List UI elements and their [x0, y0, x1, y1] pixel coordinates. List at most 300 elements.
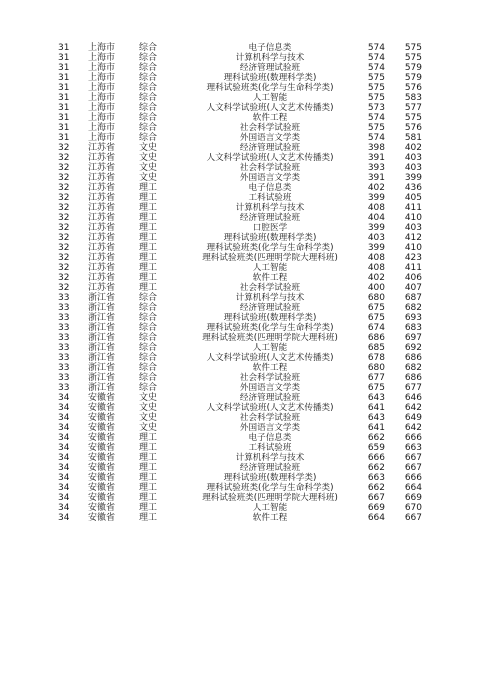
- lowest-score-cell: 408: [367, 253, 385, 263]
- province-code-cell: 34: [58, 433, 70, 443]
- subject-type-cell: 综合: [139, 133, 158, 143]
- province-name-cell: 浙江省: [88, 293, 116, 303]
- province-name-cell: 江苏省: [88, 203, 116, 213]
- subject-type-cell: 理工: [139, 273, 158, 283]
- province-code-cell: 33: [58, 313, 70, 323]
- table-row: [0, 53, 500, 63]
- province-code-cell: 31: [58, 103, 70, 113]
- highest-score-cell: 412: [404, 233, 422, 243]
- province-name-cell: 浙江省: [88, 303, 116, 313]
- province-code-cell: 31: [58, 53, 70, 63]
- province-name-cell: 江苏省: [88, 193, 116, 203]
- table-row: [0, 93, 500, 103]
- province-code-cell: 33: [58, 373, 70, 383]
- major-name-cell: 工科试验班: [248, 443, 292, 453]
- table-row: [0, 413, 500, 423]
- major-name-cell: 理科试验班类(匹理明学院大理科班): [202, 493, 338, 503]
- province-name-cell: 江苏省: [88, 233, 116, 243]
- province-code-cell: 34: [58, 513, 70, 523]
- lowest-score-cell: 669: [367, 503, 385, 513]
- subject-type-cell: 综合: [139, 63, 158, 73]
- subject-type-cell: 理工: [139, 283, 158, 293]
- highest-score-cell: 411: [404, 263, 422, 273]
- table-row: [0, 333, 500, 343]
- highest-score-cell: 399: [404, 173, 422, 183]
- subject-type-cell: 综合: [139, 103, 158, 113]
- province-name-cell: 江苏省: [88, 263, 116, 273]
- highest-score-cell: 692: [404, 343, 422, 353]
- subject-type-cell: 理工: [139, 493, 158, 503]
- major-name-cell: 人文科学试验班(人文艺术传播类): [206, 403, 334, 413]
- province-name-cell: 上海市: [88, 73, 116, 83]
- highest-score-cell: 686: [404, 353, 422, 363]
- table-row: [0, 283, 500, 293]
- table-row: [0, 203, 500, 213]
- subject-type-cell: 文史: [139, 423, 158, 433]
- province-code-cell: 34: [58, 493, 70, 503]
- subject-type-cell: 综合: [139, 333, 158, 343]
- table-row: [0, 383, 500, 393]
- province-name-cell: 安徽省: [88, 463, 116, 473]
- province-code-cell: 34: [58, 423, 70, 433]
- province-name-cell: 上海市: [88, 133, 116, 143]
- highest-score-cell: 667: [404, 463, 422, 473]
- province-name-cell: 浙江省: [88, 323, 116, 333]
- province-name-cell: 江苏省: [88, 253, 116, 263]
- subject-type-cell: 理工: [139, 223, 158, 233]
- province-code-cell: 32: [58, 283, 70, 293]
- highest-score-cell: 402: [404, 143, 422, 153]
- province-name-cell: 安徽省: [88, 513, 116, 523]
- major-name-cell: 经济管理试验班: [239, 143, 301, 153]
- province-name-cell: 安徽省: [88, 483, 116, 493]
- lowest-score-cell: 662: [367, 433, 385, 443]
- subject-type-cell: 理工: [139, 433, 158, 443]
- lowest-score-cell: 662: [367, 483, 385, 493]
- province-code-cell: 32: [58, 213, 70, 223]
- highest-score-cell: 436: [404, 183, 422, 193]
- table-row: [0, 163, 500, 173]
- lowest-score-cell: 393: [367, 163, 385, 173]
- table-row: [0, 243, 500, 253]
- highest-score-cell: 410: [404, 213, 422, 223]
- subject-type-cell: 理工: [139, 263, 158, 273]
- table-row: [0, 443, 500, 453]
- province-code-cell: 31: [58, 123, 70, 133]
- subject-type-cell: 综合: [139, 323, 158, 333]
- province-name-cell: 安徽省: [88, 393, 116, 403]
- highest-score-cell: 693: [404, 313, 422, 323]
- province-name-cell: 江苏省: [88, 163, 116, 173]
- major-name-cell: 理科试验班类(化学与生命科学类): [206, 483, 334, 493]
- table-row: [0, 133, 500, 143]
- province-name-cell: 上海市: [88, 53, 116, 63]
- highest-score-cell: 663: [404, 443, 422, 453]
- province-code-cell: 32: [58, 163, 70, 173]
- lowest-score-cell: 680: [367, 293, 385, 303]
- table-row: [0, 503, 500, 513]
- subject-type-cell: 综合: [139, 53, 158, 63]
- lowest-score-cell: 574: [367, 63, 385, 73]
- subject-type-cell: 理工: [139, 503, 158, 513]
- province-code-cell: 34: [58, 443, 70, 453]
- major-name-cell: 经济管理试验班: [239, 463, 301, 473]
- province-code-cell: 32: [58, 173, 70, 183]
- major-name-cell: 电子信息类: [248, 433, 292, 443]
- province-code-cell: 33: [58, 343, 70, 353]
- major-name-cell: 理科试验班类(匹理明学院大理科班): [202, 333, 338, 343]
- province-name-cell: 江苏省: [88, 243, 116, 253]
- province-code-cell: 32: [58, 223, 70, 233]
- highest-score-cell: 403: [404, 163, 422, 173]
- lowest-score-cell: 664: [367, 513, 385, 523]
- highest-score-cell: 579: [404, 63, 422, 73]
- highest-score-cell: 407: [404, 283, 422, 293]
- province-code-cell: 31: [58, 83, 70, 93]
- province-code-cell: 33: [58, 333, 70, 343]
- lowest-score-cell: 643: [367, 393, 385, 403]
- table-row: [0, 233, 500, 243]
- lowest-score-cell: 643: [367, 413, 385, 423]
- major-name-cell: 社会科学试验班: [239, 373, 301, 383]
- subject-type-cell: 综合: [139, 123, 158, 133]
- lowest-score-cell: 408: [367, 203, 385, 213]
- highest-score-cell: 575: [404, 53, 422, 63]
- highest-score-cell: 411: [404, 203, 422, 213]
- province-name-cell: 浙江省: [88, 383, 116, 393]
- major-name-cell: 理科试验班(数理科学类): [223, 233, 317, 243]
- highest-score-cell: 667: [404, 453, 422, 463]
- province-name-cell: 江苏省: [88, 183, 116, 193]
- lowest-score-cell: 575: [367, 73, 385, 83]
- highest-score-cell: 581: [404, 133, 422, 143]
- subject-type-cell: 综合: [139, 313, 158, 323]
- subject-type-cell: 理工: [139, 443, 158, 453]
- major-name-cell: 人文科学试验班(人文艺术传播类): [206, 153, 334, 163]
- major-name-cell: 社会科学试验班: [239, 163, 301, 173]
- subject-type-cell: 文史: [139, 403, 158, 413]
- table-row: [0, 43, 500, 53]
- highest-score-cell: 666: [404, 473, 422, 483]
- lowest-score-cell: 574: [367, 53, 385, 63]
- highest-score-cell: 405: [404, 193, 422, 203]
- subject-type-cell: 综合: [139, 363, 158, 373]
- province-name-cell: 安徽省: [88, 433, 116, 443]
- lowest-score-cell: 402: [367, 273, 385, 283]
- major-name-cell: 理科试验班类(化学与生命科学类): [206, 323, 334, 333]
- lowest-score-cell: 675: [367, 313, 385, 323]
- province-code-cell: 32: [58, 253, 70, 263]
- lowest-score-cell: 675: [367, 383, 385, 393]
- subject-type-cell: 文史: [139, 143, 158, 153]
- table-row: [0, 403, 500, 413]
- table-row: [0, 103, 500, 113]
- province-code-cell: 33: [58, 293, 70, 303]
- province-name-cell: 浙江省: [88, 353, 116, 363]
- lowest-score-cell: 575: [367, 83, 385, 93]
- major-name-cell: 人工智能: [252, 503, 288, 513]
- province-code-cell: 33: [58, 353, 70, 363]
- province-name-cell: 江苏省: [88, 153, 116, 163]
- major-name-cell: 社会科学试验班: [239, 123, 301, 133]
- lowest-score-cell: 399: [367, 243, 385, 253]
- province-code-cell: 33: [58, 383, 70, 393]
- lowest-score-cell: 402: [367, 183, 385, 193]
- province-code-cell: 31: [58, 73, 70, 83]
- major-name-cell: 人工智能: [252, 93, 288, 103]
- lowest-score-cell: 675: [367, 303, 385, 313]
- province-name-cell: 江苏省: [88, 223, 116, 233]
- province-name-cell: 上海市: [88, 123, 116, 133]
- subject-type-cell: 综合: [139, 343, 158, 353]
- subject-type-cell: 综合: [139, 353, 158, 363]
- highest-score-cell: 642: [404, 423, 422, 433]
- lowest-score-cell: 575: [367, 123, 385, 133]
- highest-score-cell: 403: [404, 153, 422, 163]
- province-name-cell: 安徽省: [88, 503, 116, 513]
- table-row: [0, 113, 500, 123]
- table-row: [0, 343, 500, 353]
- province-name-cell: 上海市: [88, 93, 116, 103]
- subject-type-cell: 综合: [139, 373, 158, 383]
- major-name-cell: 社会科学试验班: [239, 283, 301, 293]
- province-code-cell: 32: [58, 143, 70, 153]
- table-row: [0, 273, 500, 283]
- subject-type-cell: 综合: [139, 293, 158, 303]
- major-name-cell: 软件工程: [252, 113, 288, 123]
- lowest-score-cell: 391: [367, 153, 385, 163]
- subject-type-cell: 理工: [139, 193, 158, 203]
- subject-type-cell: 综合: [139, 73, 158, 83]
- major-name-cell: 人工智能: [252, 343, 288, 353]
- major-name-cell: 人工智能: [252, 263, 288, 273]
- highest-score-cell: 664: [404, 483, 422, 493]
- province-code-cell: 31: [58, 133, 70, 143]
- major-name-cell: 计算机科学与技术: [235, 53, 305, 63]
- highest-score-cell: 583: [404, 93, 422, 103]
- highest-score-cell: 577: [404, 103, 422, 113]
- lowest-score-cell: 680: [367, 363, 385, 373]
- highest-score-cell: 669: [404, 493, 422, 503]
- highest-score-cell: 403: [404, 223, 422, 233]
- lowest-score-cell: 678: [367, 353, 385, 363]
- major-name-cell: 计算机科学与技术: [235, 453, 305, 463]
- province-code-cell: 32: [58, 193, 70, 203]
- table-row: [0, 473, 500, 483]
- table-row: [0, 193, 500, 203]
- highest-score-cell: 682: [404, 363, 422, 373]
- subject-type-cell: 理工: [139, 183, 158, 193]
- province-name-cell: 上海市: [88, 83, 116, 93]
- province-code-cell: 34: [58, 413, 70, 423]
- highest-score-cell: 683: [404, 323, 422, 333]
- major-name-cell: 经济管理试验班: [239, 213, 301, 223]
- major-name-cell: 外国语言文学类: [239, 383, 301, 393]
- subject-type-cell: 文史: [139, 173, 158, 183]
- province-name-cell: 江苏省: [88, 273, 116, 283]
- province-name-cell: 浙江省: [88, 343, 116, 353]
- major-name-cell: 软件工程: [252, 273, 288, 283]
- highest-score-cell: 579: [404, 73, 422, 83]
- table-row: [0, 363, 500, 373]
- subject-type-cell: 综合: [139, 303, 158, 313]
- province-name-cell: 浙江省: [88, 363, 116, 373]
- major-name-cell: 计算机科学与技术: [235, 203, 305, 213]
- lowest-score-cell: 399: [367, 223, 385, 233]
- province-code-cell: 32: [58, 203, 70, 213]
- table-row: [0, 73, 500, 83]
- subject-type-cell: 理工: [139, 513, 158, 523]
- subject-type-cell: 综合: [139, 43, 158, 53]
- table-row: [0, 463, 500, 473]
- province-code-cell: 32: [58, 183, 70, 193]
- table-row: [0, 393, 500, 403]
- lowest-score-cell: 666: [367, 453, 385, 463]
- table-row: [0, 453, 500, 463]
- table-row: [0, 313, 500, 323]
- major-name-cell: 电子信息类: [248, 183, 292, 193]
- lowest-score-cell: 400: [367, 283, 385, 293]
- lowest-score-cell: 575: [367, 93, 385, 103]
- province-name-cell: 安徽省: [88, 493, 116, 503]
- province-name-cell: 上海市: [88, 103, 116, 113]
- table-row: [0, 493, 500, 503]
- lowest-score-cell: 686: [367, 333, 385, 343]
- province-name-cell: 江苏省: [88, 143, 116, 153]
- subject-type-cell: 理工: [139, 473, 158, 483]
- table-row: [0, 293, 500, 303]
- major-name-cell: 人文科学试验班(人文艺术传播类): [206, 103, 334, 113]
- table-row: [0, 353, 500, 363]
- subject-type-cell: 理工: [139, 463, 158, 473]
- province-name-cell: 江苏省: [88, 173, 116, 183]
- major-name-cell: 理科试验班类(化学与生命科学类): [206, 83, 334, 93]
- table-row: [0, 513, 500, 523]
- subject-type-cell: 文史: [139, 163, 158, 173]
- table-row: [0, 483, 500, 493]
- major-name-cell: 软件工程: [252, 363, 288, 373]
- table-row: [0, 183, 500, 193]
- table-row: [0, 433, 500, 443]
- lowest-score-cell: 404: [367, 213, 385, 223]
- subject-type-cell: 理工: [139, 213, 158, 223]
- highest-score-cell: 575: [404, 43, 422, 53]
- table-row: [0, 423, 500, 433]
- major-name-cell: 外国语言文学类: [239, 173, 301, 183]
- province-code-cell: 32: [58, 233, 70, 243]
- highest-score-cell: 682: [404, 303, 422, 313]
- province-name-cell: 上海市: [88, 113, 116, 123]
- highest-score-cell: 697: [404, 333, 422, 343]
- highest-score-cell: 575: [404, 113, 422, 123]
- major-name-cell: 理科试验班类(化学与生命科学类): [206, 243, 334, 253]
- highest-score-cell: 686: [404, 373, 422, 383]
- province-name-cell: 浙江省: [88, 373, 116, 383]
- major-name-cell: 社会科学试验班: [239, 413, 301, 423]
- major-name-cell: 经济管理试验班: [239, 303, 301, 313]
- province-code-cell: 34: [58, 393, 70, 403]
- lowest-score-cell: 677: [367, 373, 385, 383]
- table-row: [0, 303, 500, 313]
- highest-score-cell: 677: [404, 383, 422, 393]
- lowest-score-cell: 663: [367, 473, 385, 483]
- province-code-cell: 31: [58, 43, 70, 53]
- province-name-cell: 江苏省: [88, 213, 116, 223]
- lowest-score-cell: 641: [367, 423, 385, 433]
- province-name-cell: 安徽省: [88, 443, 116, 453]
- province-code-cell: 34: [58, 453, 70, 463]
- province-code-cell: 31: [58, 63, 70, 73]
- province-name-cell: 安徽省: [88, 473, 116, 483]
- highest-score-cell: 687: [404, 293, 422, 303]
- major-name-cell: 口腔医学: [252, 223, 288, 233]
- table-row: [0, 323, 500, 333]
- highest-score-cell: 667: [404, 513, 422, 523]
- province-name-cell: 安徽省: [88, 403, 116, 413]
- province-code-cell: 32: [58, 153, 70, 163]
- subject-type-cell: 综合: [139, 83, 158, 93]
- subject-type-cell: 综合: [139, 113, 158, 123]
- lowest-score-cell: 685: [367, 343, 385, 353]
- subject-type-cell: 理工: [139, 243, 158, 253]
- province-name-cell: 安徽省: [88, 423, 116, 433]
- major-name-cell: 经济管理试验班: [239, 63, 301, 73]
- province-code-cell: 34: [58, 483, 70, 493]
- province-name-cell: 浙江省: [88, 313, 116, 323]
- highest-score-cell: 642: [404, 403, 422, 413]
- table-row: [0, 213, 500, 223]
- major-name-cell: 外国语言文学类: [239, 133, 301, 143]
- major-name-cell: 电子信息类: [248, 43, 292, 53]
- lowest-score-cell: 398: [367, 143, 385, 153]
- lowest-score-cell: 391: [367, 173, 385, 183]
- table-row: [0, 123, 500, 133]
- major-name-cell: 外国语言文学类: [239, 423, 301, 433]
- highest-score-cell: 649: [404, 413, 422, 423]
- lowest-score-cell: 667: [367, 493, 385, 503]
- major-name-cell: 计算机科学与技术: [235, 293, 305, 303]
- highest-score-cell: 410: [404, 243, 422, 253]
- subject-type-cell: 理工: [139, 253, 158, 263]
- subject-type-cell: 理工: [139, 453, 158, 463]
- highest-score-cell: 646: [404, 393, 422, 403]
- subject-type-cell: 文史: [139, 413, 158, 423]
- lowest-score-cell: 399: [367, 193, 385, 203]
- subject-type-cell: 理工: [139, 483, 158, 493]
- table-row: [0, 143, 500, 153]
- province-name-cell: 浙江省: [88, 333, 116, 343]
- province-code-cell: 31: [58, 113, 70, 123]
- province-name-cell: 江苏省: [88, 283, 116, 293]
- table-row: [0, 373, 500, 383]
- province-code-cell: 33: [58, 363, 70, 373]
- province-name-cell: 上海市: [88, 63, 116, 73]
- subject-type-cell: 理工: [139, 203, 158, 213]
- table-row: [0, 83, 500, 93]
- highest-score-cell: 666: [404, 433, 422, 443]
- highest-score-cell: 423: [404, 253, 422, 263]
- major-name-cell: 理科试验班(数理科学类): [223, 73, 317, 83]
- major-name-cell: 经济管理试验班: [239, 393, 301, 403]
- highest-score-cell: 670: [404, 503, 422, 513]
- major-name-cell: 软件工程: [252, 513, 288, 523]
- table-row: [0, 223, 500, 233]
- table-row: [0, 253, 500, 263]
- province-code-cell: 32: [58, 273, 70, 283]
- table-row: [0, 153, 500, 163]
- province-code-cell: 32: [58, 243, 70, 253]
- province-name-cell: 安徽省: [88, 453, 116, 463]
